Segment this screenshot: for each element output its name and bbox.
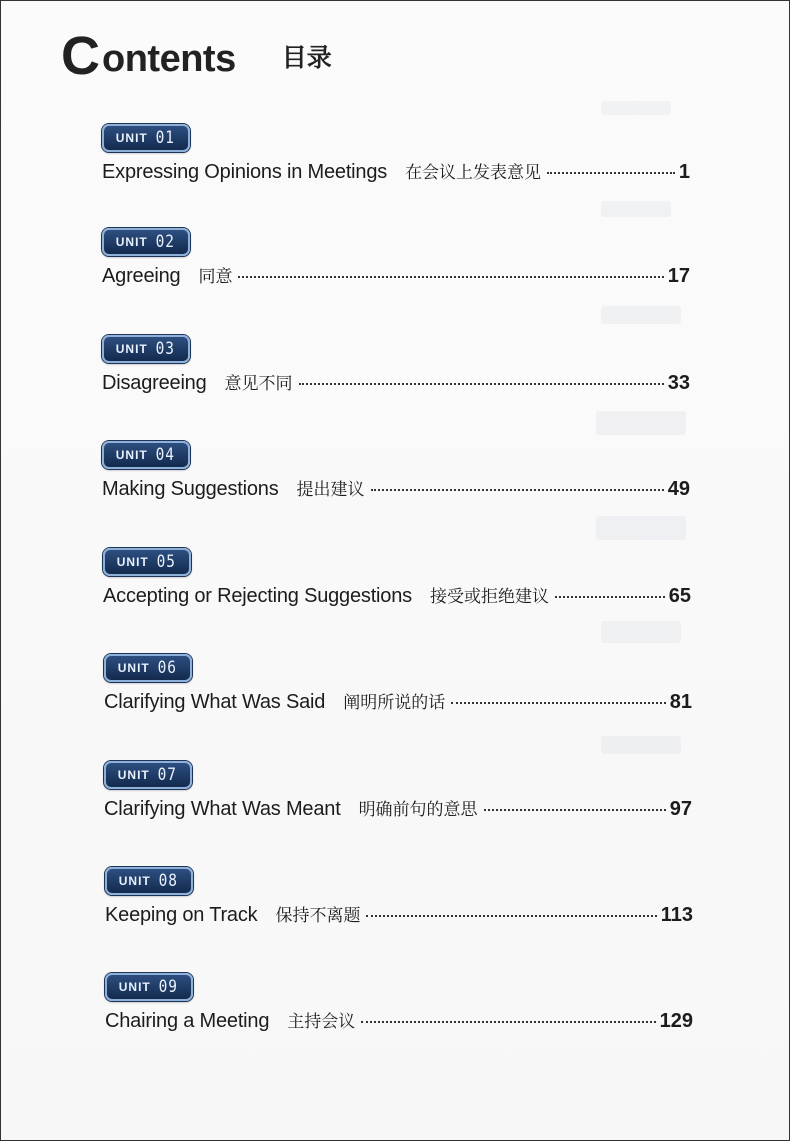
unit-title: Keeping on Track [105, 904, 258, 926]
dot-leader [361, 1021, 655, 1023]
unit-title-chinese: 同意 [198, 267, 233, 287]
toc-line [102, 475, 690, 501]
show-through-mark [601, 306, 681, 324]
unit-badge [105, 973, 193, 1001]
toc-line [102, 262, 690, 288]
unit-title-chinese: 提出建议 [296, 480, 365, 500]
unit-title-chinese: 主持会议 [287, 1012, 356, 1032]
toc-entry-unit-09[interactable] [105, 973, 705, 1043]
toc-line [102, 158, 690, 184]
dot-leader [451, 702, 666, 704]
toc-entry-unit-01[interactable] [102, 124, 702, 194]
title-initial: C [61, 26, 99, 86]
show-through-mark [596, 516, 686, 540]
unit-title: Clarifying What Was Meant [104, 798, 341, 820]
dot-leader [238, 276, 663, 278]
page-number: 113 [660, 904, 693, 926]
unit-badge-number: 02 [155, 232, 175, 252]
unit-badge-word: UNIT [118, 874, 151, 888]
toc-line [104, 688, 692, 714]
page-number: 33 [667, 372, 690, 394]
unit-badge-number: 04 [155, 445, 175, 465]
toc-entry-unit-02[interactable] [102, 228, 702, 298]
show-through-mark [601, 736, 681, 754]
unit-badge-number: 03 [155, 339, 175, 359]
unit-badge-number: 09 [158, 977, 178, 997]
show-through-mark [601, 201, 671, 217]
unit-badge-number: 08 [158, 871, 178, 891]
page-number: 97 [669, 798, 692, 820]
unit-badge-word: UNIT [117, 768, 150, 782]
page-number: 49 [667, 478, 690, 500]
unit-badge [102, 228, 190, 256]
unit-title: Clarifying What Was Said [104, 691, 326, 713]
unit-badge-number: 01 [155, 128, 175, 148]
toc-line [105, 901, 693, 927]
unit-title: Accepting or Rejecting Suggestions [103, 585, 412, 607]
dot-leader [547, 172, 675, 174]
title-rest: ontents [102, 38, 236, 80]
unit-title: Agreeing [102, 265, 181, 287]
show-through-mark [601, 621, 681, 643]
unit-badge-number: 07 [157, 765, 177, 785]
page-number: 17 [667, 265, 690, 287]
toc-entry-unit-08[interactable] [105, 867, 705, 937]
unit-badge-word: UNIT [117, 661, 150, 675]
unit-badge-word: UNIT [115, 131, 148, 145]
toc-entry-unit-05[interactable] [103, 548, 703, 618]
page-number: 65 [668, 585, 691, 607]
toc-entry-unit-03[interactable] [102, 335, 702, 405]
unit-badge-word: UNIT [115, 235, 148, 249]
unit-badge [102, 124, 190, 152]
dot-leader [299, 383, 664, 385]
unit-badge [105, 867, 193, 895]
unit-title-chinese: 意见不同 [224, 374, 293, 394]
unit-title-chinese: 保持不离题 [275, 906, 361, 926]
unit-badge-word: UNIT [118, 980, 151, 994]
show-through-mark [596, 411, 686, 435]
unit-title: Disagreeing [102, 372, 207, 394]
unit-title-chinese: 接受或拒绝建议 [429, 587, 549, 607]
unit-title-chinese: 阐明所说的话 [343, 693, 446, 713]
toc-line [105, 1007, 693, 1033]
toc-line [102, 369, 690, 395]
unit-title: Expressing Opinions in Meetings [102, 161, 388, 183]
toc-line [104, 795, 692, 821]
unit-badge [102, 441, 190, 469]
toc-entry-unit-06[interactable] [104, 654, 704, 724]
unit-badge [104, 761, 192, 789]
title-chinese: 目录 [281, 43, 332, 72]
unit-title-chinese: 在会议上发表意见 [405, 163, 542, 183]
toc-line [103, 582, 691, 608]
unit-title: Chairing a Meeting [105, 1010, 270, 1032]
dot-leader [371, 489, 664, 491]
page-number: 129 [659, 1010, 693, 1032]
page-number: 1 [678, 161, 690, 183]
unit-badge [103, 548, 191, 576]
unit-badge-number: 05 [156, 552, 176, 572]
toc-entry-unit-07[interactable] [104, 761, 704, 831]
unit-badge-number: 06 [157, 658, 177, 678]
unit-title-chinese: 明确前句的意思 [358, 800, 478, 820]
unit-badge-word: UNIT [115, 448, 148, 462]
dot-leader [366, 915, 656, 917]
page-number: 81 [669, 691, 692, 713]
toc-entry-unit-04[interactable] [102, 441, 702, 511]
unit-badge-word: UNIT [116, 555, 149, 569]
unit-title: Making Suggestions [102, 478, 279, 500]
unit-badge [102, 335, 190, 363]
contents-header [61, 23, 332, 86]
dot-leader [555, 596, 665, 598]
dot-leader [484, 809, 666, 811]
unit-badge-word: UNIT [115, 342, 148, 356]
show-through-mark [601, 101, 671, 115]
unit-badge [104, 654, 192, 682]
